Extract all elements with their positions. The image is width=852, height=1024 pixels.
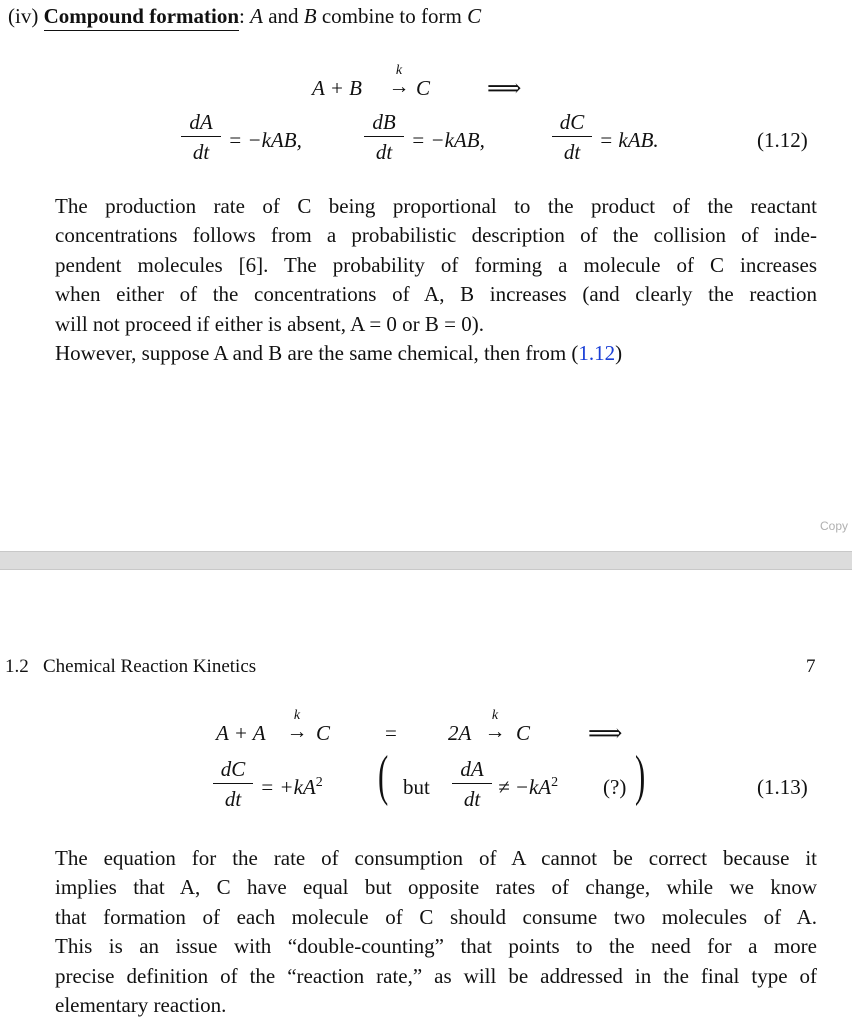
equation-number: (1.12) [757,128,808,152]
item-lead: : [239,4,251,28]
paragraph-line: The production rate of C being proportional to the product of the reactant [55,194,817,218]
frac-numerator: dA [460,757,484,781]
fraction-bar [181,136,221,137]
reaction1-rate-constant: k [293,708,301,723]
paragraph-line: concentrations follows from a probabilistic description of the collision of inde- [55,223,817,248]
frac-numerator: dA [189,110,213,134]
paragraph-line: elementary reaction. [55,993,227,1018]
reaction1-left: A + A [216,721,266,745]
paragraph-line: that formation of each molecule of C should consume two molecules of A. [55,904,817,929]
reaction-equals: = [385,721,397,745]
item-desc-b: B [303,4,317,28]
frac-denominator: dt [192,140,210,164]
eq-rhs-positive [260,775,323,800]
paragraph-line: pendent molecules [6]. The probability of forming a molecule of C increases [55,252,817,277]
reaction1-arrow-icon: → [286,719,308,743]
reaction2-rate-constant: k [491,708,499,723]
frac-dC-dt [213,757,253,811]
item-desc-c: C [467,4,482,28]
item-desc-and: and [262,4,304,28]
eq-dA-rhs: = −kAB, [228,128,302,152]
fraction-bar [213,783,253,784]
body-paragraph-top [55,192,817,368]
running-header: 1.2 Chemical Reaction Kinetics [5,656,257,677]
frac-denominator: dt [563,140,581,164]
paragraph-line: will not proceed if either is absent, A = 0 or B = 0). [55,311,485,336]
eq-rhs-positive-text: = +kA [260,775,316,799]
eq-rhs-negative [498,775,558,800]
but-text: but [403,775,430,799]
implies-arrow: ⟹ [487,76,522,102]
frac-dA-dt [181,110,221,164]
reaction-rate-constant: k [395,63,403,78]
question-mark: (?) [603,775,627,799]
frac-numerator: dB [372,110,396,134]
reaction-left: A + B [312,76,362,100]
eq-rhs-negative-text: ≠ −kA [498,775,552,799]
left-paren-icon: ( [378,745,389,807]
item-heading-line [8,2,481,32]
frac-dA-dt [452,757,492,811]
frac-dB-dt [364,110,404,164]
right-paren-icon: ) [635,745,646,807]
reaction1-right: C [316,721,331,745]
page-number: 7 [806,656,816,677]
reaction-right: C [416,76,431,100]
eq-exponent: 2 [315,775,323,790]
body-paragraph-bottom [55,844,817,1020]
frac-numerator: dC [559,110,585,134]
frac-denominator: dt [375,140,393,164]
equation-reference-link[interactable]: 1.12 [578,341,616,366]
eq-dC-rhs: = kAB. [599,128,659,152]
reaction2-arrow [484,709,506,741]
equation-number: (1.13) [757,775,808,799]
eq-exponent: 2 [551,775,559,790]
however-line [55,339,817,368]
item-desc-a: A [250,4,263,28]
paragraph-line: precise definition of the “reaction rate,” as will be addressed in the final type of [55,963,817,988]
item-heading: Compound formation [44,4,239,31]
however-text: However, suppose A and B are the same chemical, then from ( [55,341,579,366]
frac-dC-dt [552,110,592,164]
however-close: ) [615,341,623,366]
fraction-bar [364,136,404,137]
reaction-arrow-icon: → [388,74,410,98]
paragraph-line: This is an issue with “double-counting” that points to the need for a more [55,934,817,959]
reaction2-right: C [516,721,531,745]
frac-denominator: dt [463,787,481,811]
frac-numerator: dC [220,757,246,781]
reaction2-arrow-icon: → [484,719,506,743]
implies-arrow: ⟹ [588,721,623,747]
item-number: (iv) [8,4,39,28]
paragraph-line: implies that A, C have equal but opposite rates of change, while we know [55,875,817,900]
page-separator [0,551,852,570]
copyright-fragment: Copy [820,519,849,533]
reaction-arrow [388,64,410,96]
paragraph-line: The equation for the rate of consumption of A cannot be correct because it [55,846,817,870]
frac-denominator: dt [224,787,242,811]
fraction-bar [552,136,592,137]
reaction2-left: 2A [448,721,472,745]
eq-dB-rhs: = −kAB, [411,128,485,152]
fraction-bar [452,783,492,784]
item-desc-mid: combine to form [316,4,468,28]
paragraph-line: when either of the concentrations of A, B increases (and clearly the reaction [55,282,817,307]
reaction1-arrow [286,709,308,741]
